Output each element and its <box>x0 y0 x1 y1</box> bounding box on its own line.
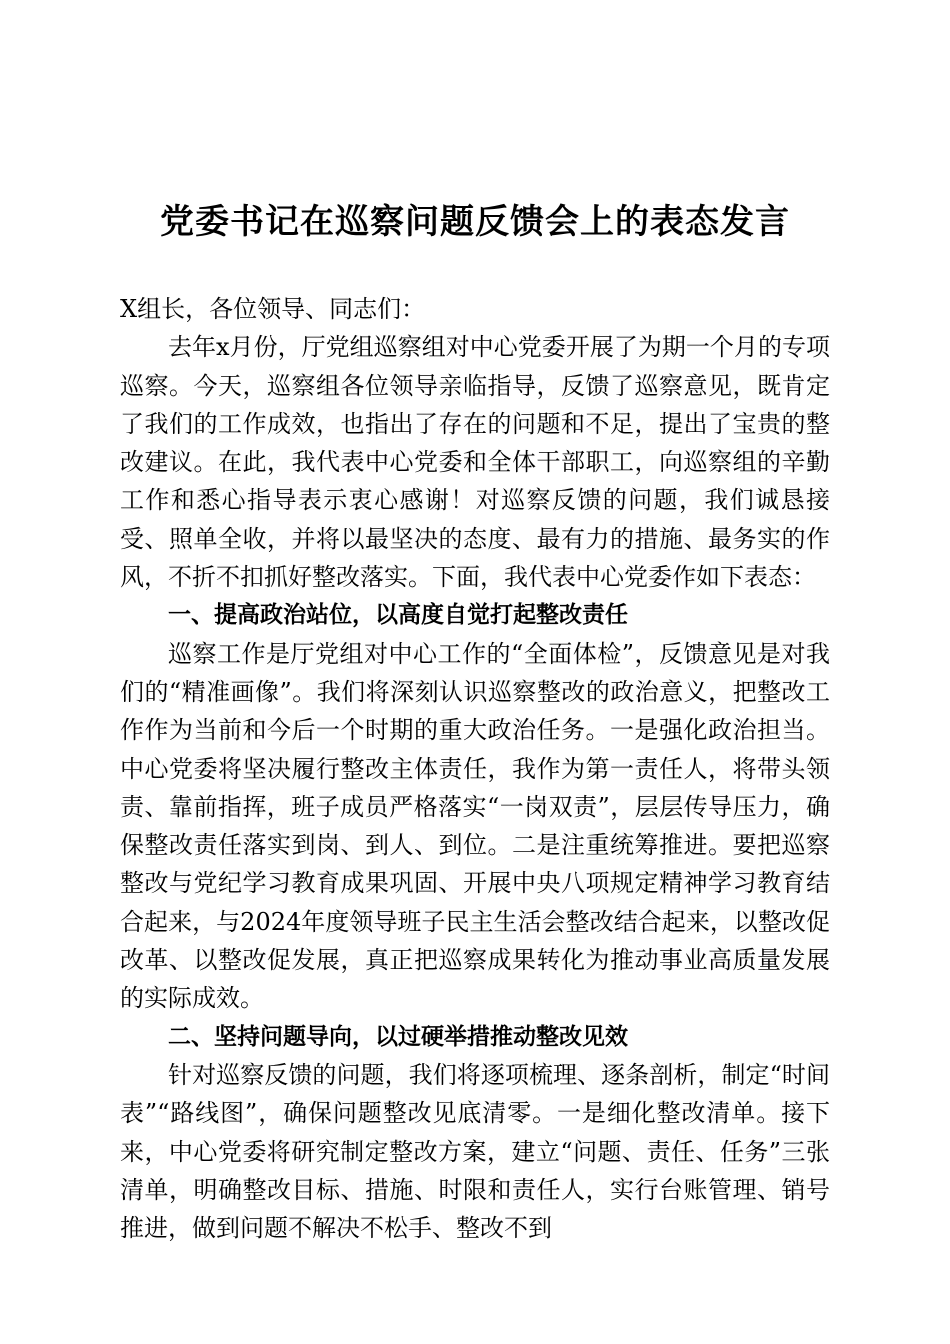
paragraph-section-2: 针对巡察反馈的问题，我们将逐项梳理、逐条剖析，制定“时间表”“路线图”，确保问题整改见底清零。一是细化整改清单。接下来，中心党委将研究制定整改方案，建立“问题、责任、任务”三张清单，明确整改目标、措施、时限和责任人，实行台账管理、销号推进，做到问题不解决不松手、整改不到 <box>120 1060 830 1243</box>
paragraph-section-1: 巡察工作是厅党组对中心工作的“全面体检”，反馈意见是对我们的“精准画像”。我们将深刻认识巡察整改的政治意义，把整改工作作为当前和今后一个时期的重大政治任务。一是强化政治担当。中心党委将坚决履行整改主体责任，我作为第一责任人，将带头领责、靠前指挥，班子成员严格落实“一岗双责”，层层传导压力，确保整改责任落实到岗、到人、到位。二是注重统筹推进。要把巡察整改与党纪学习教育成果巩固、开展中央八项规定精神学习教育结合起来，与2024年度领导班子民主生活会整改结合起来，以整改促改革、以整改促发展，真正把巡察成果转化为推动事业高质量发展的实际成效。 <box>120 639 830 1013</box>
salutation: X组长，各位领导、同志们： <box>120 295 426 323</box>
section-heading-1: 一、提高政治站位，以高度自觉打起整改责任 <box>168 602 628 629</box>
document-title: 党委书记在巡察问题反馈会上的表态发言 <box>160 202 790 242</box>
document-body <box>120 290 830 1247</box>
section-heading-2: 二、坚持问题导向，以过硬举措推动整改见效 <box>168 1023 628 1050</box>
paragraph-intro: 去年x月份，厅党组巡察组对中心党委开展了为期一个月的专项巡察。今天，巡察组各位领导亲临指导，反馈了巡察意见，既肯定了我们的工作成效，也指出了存在的问题和不足，提出了宝贵的整改建议。在此，我代表中心党委和全体干部职工，向巡察组的辛勤工作和悉心指导表示衷心感谢！对巡察反馈的问题，我们诚恳接受、照单全收，并将以最坚决的态度、最有力的措施、最务实的作风，不折不扣抓好整改落实。下面，我代表中心党委作如下表态： <box>120 333 830 592</box>
